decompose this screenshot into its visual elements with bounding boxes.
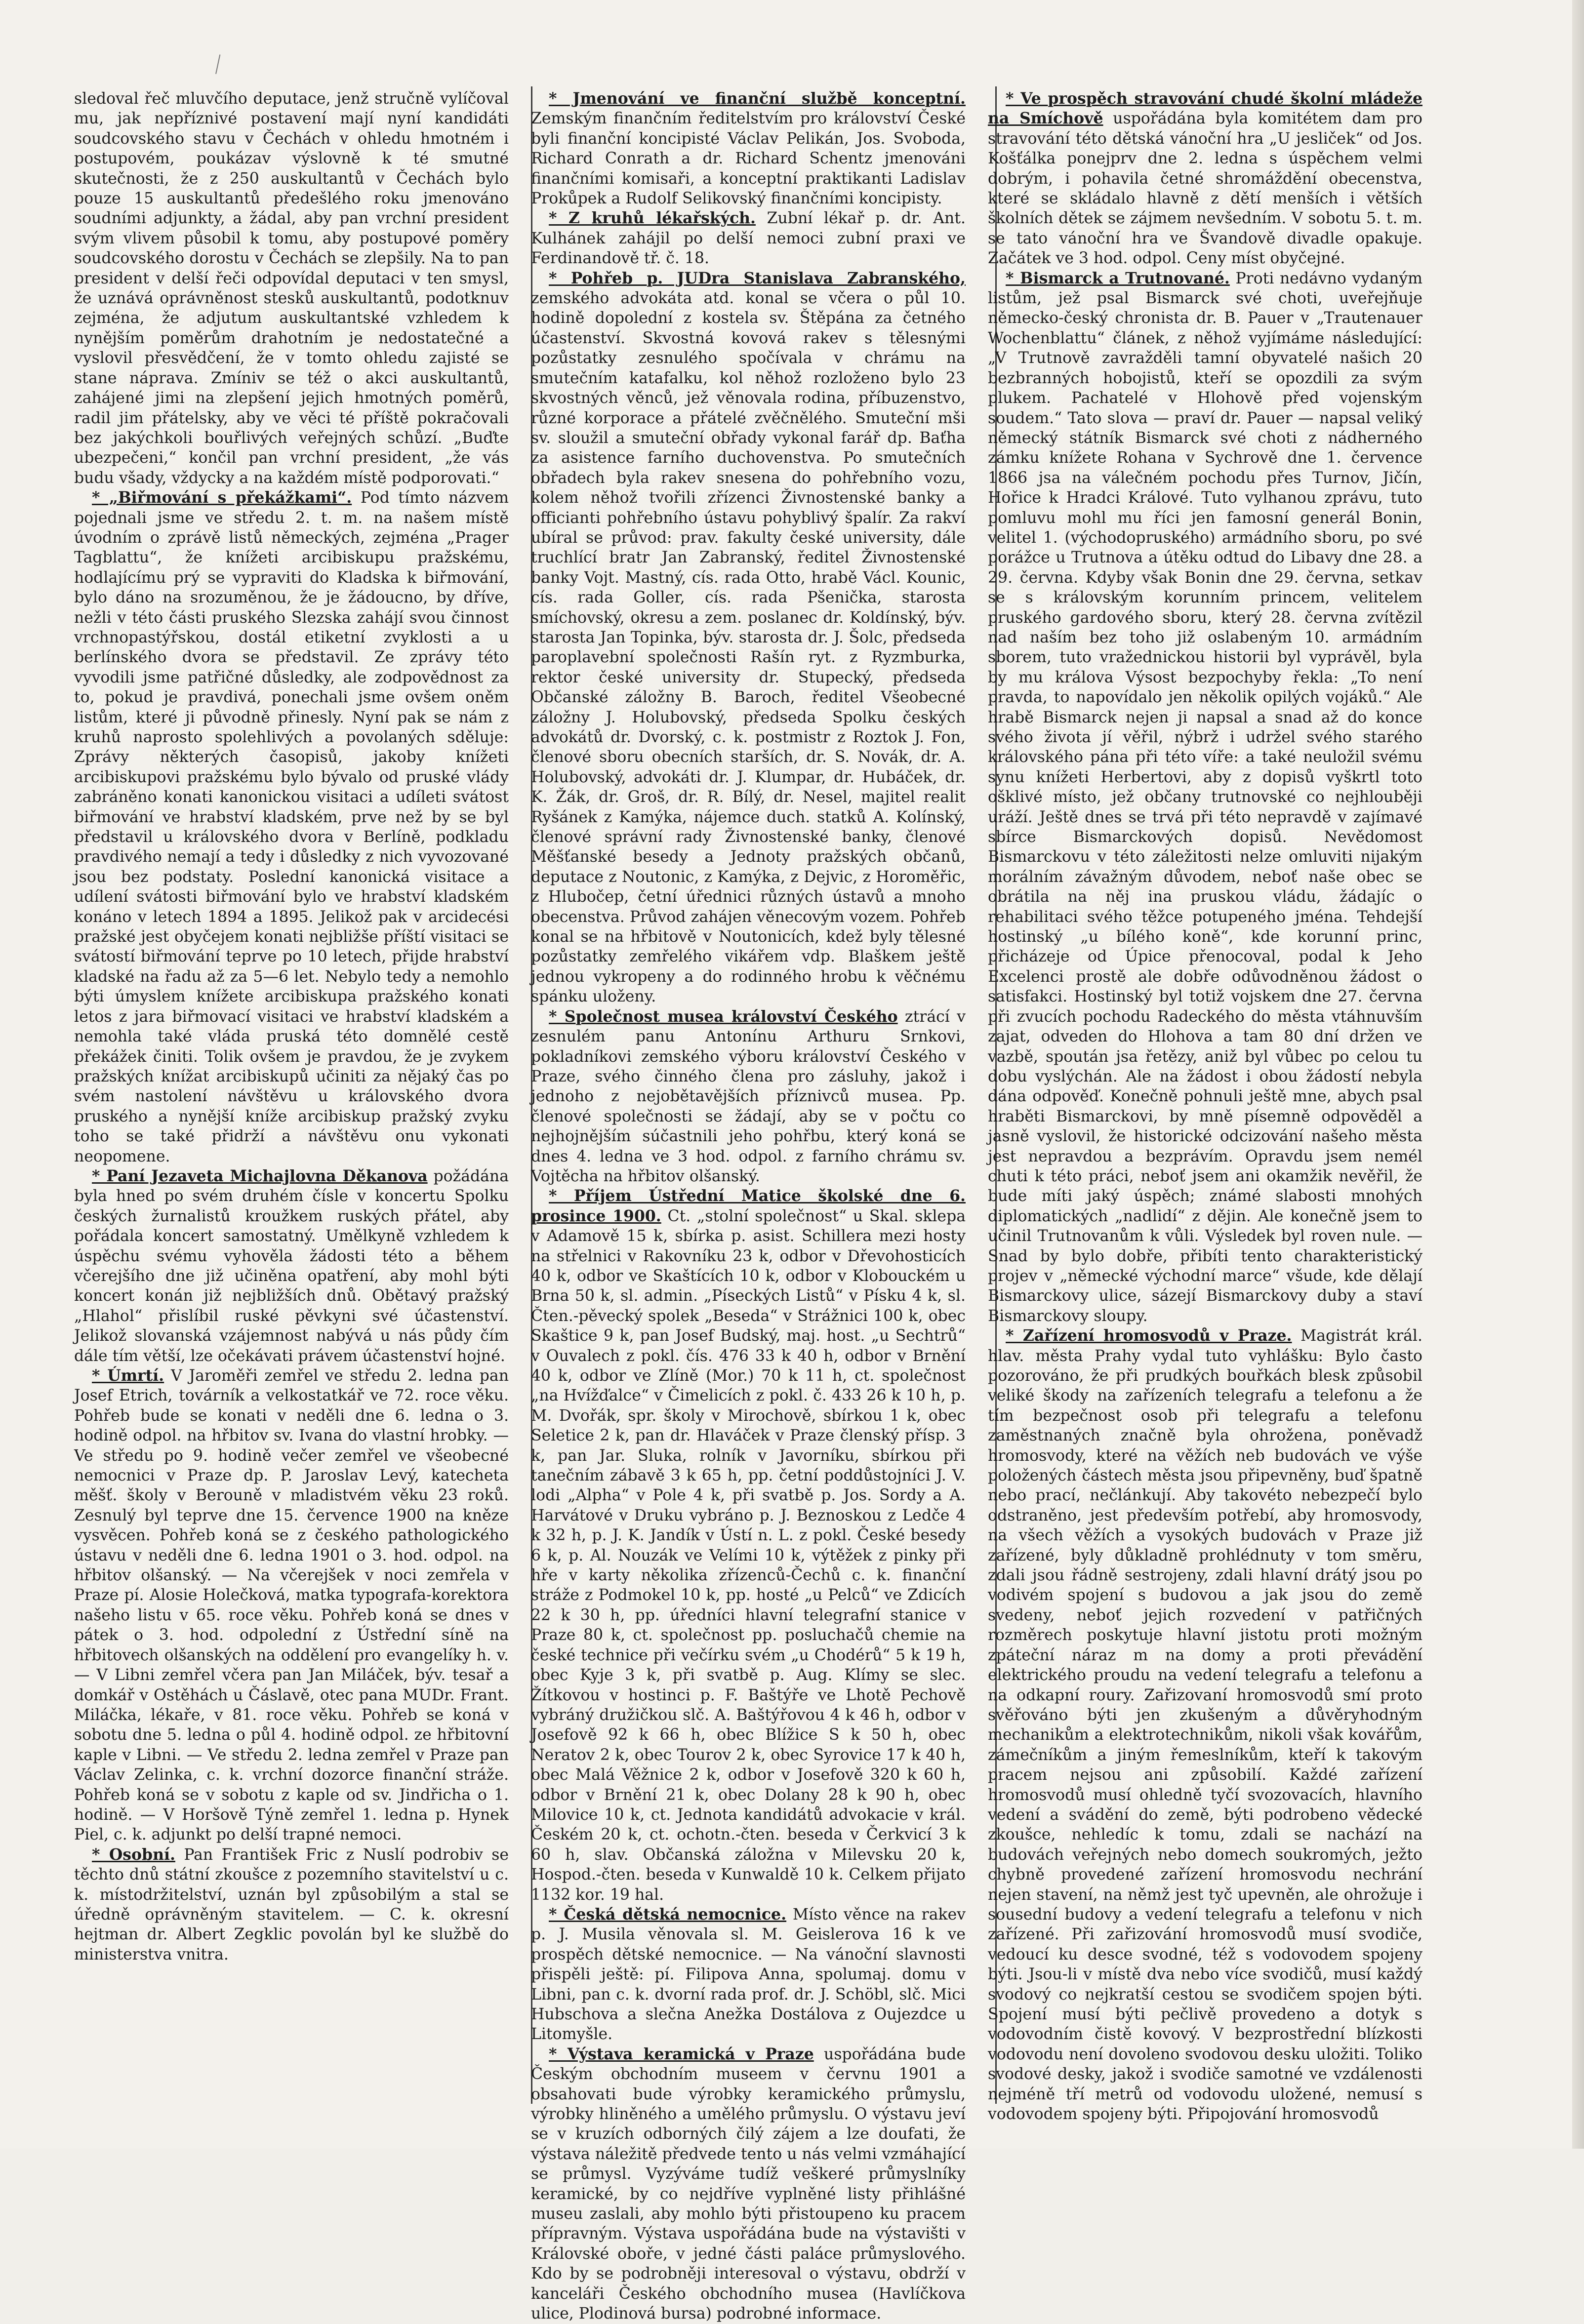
article-text: sledoval řeč mluvčího deputace, jenž stručně vylíčoval mu, jak nepříznivé postavení mají nyní kandidáti soudcovského stavu v Čechách v ohledu hmotném i postupovém, poukázav výslovně k té smutné skutečnosti, že z 250 auskultantů v Čechách bylo pouze 15 auskultantů předešlého roku jmenováno soudními adjunkty, a žádal, aby pan vrchní president svým vlivem působil k tomu, aby postupové poměry soudcovského dorostu v Čechách se zlepšily. Na to pan president v delší řeči odpovídal deputaci v ten smysl, že uznává oprávněnost stesků auskultantů, podotknuv zejména, že adjutum auskultantské vzhledem k nynějším poměrům drahotním je nedostatečné a vyslovil přesvědčení, že v tomto ohledu zajisté se stane náprava. Zmíniv se též o akci auskultantů, zahájené jimi na zlepšení jejich hmotných poměrů, radil jim přátelsky, aby ve věci té příště pokračovali bez jakýchkoli bouřlivých veřejných schůzí. „Buďte ubezpečeni,“ končil pan vrchní president, „že vás budu všady, vždycky a na každém místě podporovati.“: [74, 90, 509, 487]
article-text: Proti nedávno vydaným listům, jež psal Bismarck své choti, uveřejňuje německo-český chronista dr. B. Pauer v „Trautenauer Wochenblattu“ článek, z něhož vyjímáme následující: „V Trutnově zavražděli tamní obyvatelé našich 20 bezbranných hobojistů, kteří se opozdili za svým plukem. Pachatelé v Hlohově před vojenským soudem.“ Tato slova — praví dr. Pauer — napsal veliký německý státník Bismarck své choti z nádherného zámku knížete Rohana v Sychrově dne 1. července 1866 jsa na válečném pochodu přes Turnov, Jičín, Hořice k Hradci Králové. Tuto vylhanou zprávu, tuto pomluvu mohl mu říci jen famosní generál Bonin, velitel 1. (východopruského) armádního sboru, po své porážce u Trutnova a útěku odtud do Libavy dne 28. a 29. června. Kdyby však Bonin dne 29. června, setkav se s královským korunním princem, velitelem pruského gardového sboru, který 28. června zvítězil nad naším bez toho již oslabeným 10. armádním sborem, tuto vražednickou historii byl vyprávěl, byla by mu králova Výsost bezpochyby řekla: „To není pravda, to napovídalo jen několik opilých vojáků.“ Ale hrabě Bismarck nejen ji napsal a snad až do konce svého života jí věřil, nýbrž i udržel svého starého královského pána při této víře: a také neuložil svému synu knížeti Herbertovi, aby z dopisů vyškrtl toto ošklivé místo, jež občany trutnovské co nejhlouběji uráží. Ještě dnes se trvá při této nepravdě v zajímavé sbírce Bismarckových dopisů. Nevědomost Bismarckovu v této záležitosti nelze omluviti nijakým morálním závažným důvodem, neboť naše obec se obrátila na něj ina pruskou vládu, žádajíc o rehabilitaci svého těžce potupeného jména. Tehdejší hostinský „u bílého koně“, kde korunní princ, přicházeje od Úpice přenocoval, podal k Jeho Excelenci prostě ale dobře odůvodněnou žádost o satisfakci. Hostinský byl totiž vojskem dne 27. června při zvucích pochodu Radeckého do města vtáhnuvším zajat, odveden do Hlohova a tam 80 dní držen ve vazbě, spoután jsa řetězy, aniž byl vůbec po celou tu dobu vyslýchán. Ale na žádost i obou žádostí nebyla dána odpověď. Konečně pohnuli ještě mne, abych psal hraběti Bismarckovi, by mně písemně odpověděl a jasně vyslovil, že historické odcizování našeho města jest nepravdou a bezprávím. Opravdu jsem nemél chuti k této práci, neboť jsem ani okamžik nevěřil, že bude míti jaký úspěch; známé slabosti mnohých diplomatických „nadlidí“ z dějin. Ale konečně jsem to učinil Trutnovanům k vůli. Výsledek byl roven nule. — Snad by bylo dobře, přibíti tento charakteristický projev v „německé východní marce“ všude, kde dělají Bismarckovy ulice, sázejí Bismarckovy duby a staví Bismarckovy sloupy.: [988, 269, 1423, 1325]
article-heading: * Jmenování ve finanční službě konceptní.: [549, 89, 966, 108]
article-text: uspořádána byla komitétem dam pro stravování této dětská vánoční hra „U jesliček“ od Jos. Košťálka ponejprv dne 2. ledna s úspěchem velmi dobrým, i pohavila četné shromáždění obecenstva, které se skládalo hlavně z dětí menších i větších školních dětek se zájmem nevšedním. V sobotu 5. t. m. se tato vánoční hra ve Švandově divadle opakuje. Začátek ve 3 hod. odpol. Ceny míst obyčejné.: [988, 110, 1423, 268]
article-paragraph: [74, 89, 509, 488]
article-paragraph: [74, 1845, 509, 1964]
column-3: [988, 89, 1423, 2124]
scan-mark: [215, 54, 229, 76]
article-paragraph: [988, 89, 1422, 269]
page-edge: [1572, 0, 1584, 2149]
article-heading: * Výstava keramická v Praze: [549, 2044, 814, 2063]
article-text: Zubní lékař p. dr. Ant. Kulhánek zahájil po delší nemoci zubní praxi ve Ferdinandově tř. č. 18.: [531, 209, 966, 268]
column-1: [74, 89, 509, 2104]
article-heading: * Česká dětská nemocnice.: [549, 1905, 787, 1923]
article-paragraph: [531, 1186, 966, 1905]
article-text: Magistrát král. hlav. města Prahy vydal tuto vyhlášku: Bylo často pozorováno, že při prudkých bouřkách blesk způsobil veliké škody na zařízeních telegrafu a telefonu a že tím bezpečnost osob při telegrafu a telefonu zaměstnaných značně byla ohrožena, poněvadž hromosvody, které na věžích neb budovách ve výše položených částech města jsou připevněny, buď špatně nebo prací, nečlánkují. Aby takovéto nebezpečí bylo odstraněno, jest především potřebí, aby hromosvody, na všech věžích a vysokých budovách v Praze již zařízené, byly důkladně prohlédnuty v tom směru, zdali jsou řádně sestrojeny, zdali hlavní drátý jsou po vodivém spojení s budovou a jak jsou do země svedeny, neboť jejich rozvedení v patřičných rozměrech poskytuje hlavní jistotu proti možným zpáteční náraz m na domy a proti převádění elektrického proudu na vedení telegrafu a telefonu a na odkapní roury. Zařizovaní hromosvodů smí proto svěřováno býti jen zkušeným a důvěryhodným mechanikům a elektrotechnikům, nikoli však kovářům, zámečníkům a jiným řemeslníkům, kteří k takovým pracem nejsou ani způsobilí. Každé zařízení hromosvodů musí ohledně tyčí svozovacích, hlavního vedení a svádění do země, býti podrobeno vědecké zkoušce, nehledíc k tomu, zdali se nachází na budovách veřejných nebo domech soukromých, ježto chybně provedené zařízení hromosvodu nechrání nejen stavení, na němž jest tyč upevněn, ale ohrožuje i sousední budovy a vedení telegrafu a telefonu v nich zařízené. Při zařizování hromosvodů musí svodiče, vedoucí ku desce svodné, též s vodovodem spojeny býti. Jsou-li v místě dva nebo více svodičů, musí každý svodový co nejkratší cestou se svodičem spojen býti. Spojení musí býti pečlivě provedeno a dotyk s vodovodním čistě kovový. V bezprostřední blízkosti vodovodu není dovoleno svodovou desku uložiti. Toliko svodové desky, jakož i svodiče samotné ve vzdálenosti nejméně tří metrů od vodovodu uložené, nemusí s vodovodem spojeny býti. Připojování hromosvodů: [988, 1327, 1422, 2124]
article-heading: * Paní Jezaveta Michajlovna Děkanova: [92, 1166, 428, 1185]
article-paragraph: [531, 269, 966, 1007]
article-text: požádána byla hned po svém druhém čísle v koncertu Spolku českých žurnalistů kroužkem ruských přátel, aby pořádala koncert samostatný. Umělkyně vzhledem k úspěchu svému vyhověla žádosti této a během včerejšího dne již učiněna opatření, aby mohl býti koncert konán již nejbližších dnů. Obětavý pražský „Hlahol“ přislíbil ruské pěvkyni své účastenství. Jelikož slovanská vzájemnost nabývá u nás půdy čím dále tím větší, lze očekávati právem účastenství hojné.: [74, 1167, 509, 1365]
article-heading: * „Biřmování s překážkami“.: [92, 488, 352, 507]
article-text: uspořádána bude Českým obchodním museem v červnu 1901 a obsahovati bude výrobky keramického průmyslu, výrobky hliněného a umělého průmyslu. O výstavu jeví se v kruzích odborných čilý zájem a lze doufati, že výstava náležitě předvede tento u nás velmi vzmáhající se průmysl. Vyzýváme tudíž veškeré průmyslníky keramické, by co nejdříve vyplněné listy přihlášné museu zaslali, aby mohlo býti přistoupeno ku pracem přípravným. Výstava uspořádána bude na výstavišti v Královské oboře, v jedné části paláce průmyslového. Kdo by se podrobněji interesoval o výstavu, obdrží v kanceláři Českého obchodního musea (Havlíčkova ulice, Plodinová bursa) podrobné informace.: [531, 2045, 966, 2323]
article-paragraph: [988, 1326, 1422, 2124]
article-heading: * Příjem Ústřední Matice školské dne 6. prosince 1900.: [531, 1187, 966, 1225]
article-paragraph: [531, 1007, 966, 1187]
article-text: ztrácí v zesnulém panu Antonínu Arthuru Srnkovi, pokladníkovi zemského výboru království Českého v Praze, svého činného člena pro zásluhy, jakož i jednoho z nejobětavějších příznivců musea. Pp. členové společnosti se žádají, aby se v počtu co nejhojnějším súčastnili jeho pohřbu, který koná se dnes 4. ledna ve 3 hod. odpol. z farního chrámu sv. Vojtěcha na hřbitov olšanský.: [531, 1007, 966, 1185]
article-text: zemského advokáta atd. konal se včera o půl 10. hodině dopolední z kostela sv. Štěpána za četného účastenství. Skvostná kovová rakev s tělesnými pozůstatky zesnulého spočívala v chrámu na smutečním katafalku, kol něhož rozloženo bylo 23 skvostných věnců, jež věnovala rodina, příbuzenstvo, různé korporace a přátelé zvěčnělého. Smuteční mši sv. sloužil a smuteční obřady vykonal farář dp. Baťha za asistence farního duchovenstva. Po smutečních obřadech byla rakev snesena do pohřebního vozu, kolem něhož tvořili zřízenci Živnostenské banky a officianti pohřebního ústavu pohyblivý špalír. Za rakví ubíral se průvod: prav. fakulty české university, dále truchlící bratr Jan Zabranský, ředitel Živnostenské banky Vojt. Mastný, cís. rada Otto, hrabě Václ. Kounic, cís. rada Goller, cís. rada Pšenička, starosta smíchovský, okresu a zem. poslanec dr. Koldínský, býv. starosta Jan Topinka, býv. starosta dr. J. Šolc, předseda paroplavební společnosti Rašín ryt. z Ryzmburka, rektor české university dr. Stupecký, předseda Občanské záložny B. Baroch, ředitel Všeobecné záložny J. Holubovský, předseda Spolku českých advokátů dr. Dvorský, c. k. postmistr z Roztok J. Fon, členové sboru obecních starších, dr. S. Novák, dr. A. Holubovský, advokáti dr. J. Klumpar, dr. Hubáček, dr. K. Žák, dr. Groš, dr. R. Bílý, dr. Nesel, majitel realit Ryšánek z Kamýka, nájemce duch. statků A. Kolínský, členové správní rady Živnostenské banky, členové Měšťanské besedy a Jednoty pražských občanů, deputace z Noutonic, z Kamýka, z Dejvic, z Horoměřic, z Hlubočep, četní úřednici různých ústavů a mnoho obecenstva. Průvod zahájen věnecovým vozem. Pohřeb konal se na hřbitově v Noutonicích, kdež byly tělesné pozůstatky zemřelého vikářem vdp. Blaškem ještě jednou vykropeny a do rodinného hrobu k věčnému spánku uloženy.: [531, 289, 966, 1006]
article-heading: * Zařízení hromosvodů v Praze.: [1006, 1326, 1292, 1345]
article-paragraph: [74, 1366, 509, 1845]
article-heading: * Úmrtí.: [92, 1366, 164, 1385]
article-paragraph: [531, 2044, 966, 2324]
article-heading: * Pohřeb p. JUDra Stanislava Zabranského,: [549, 269, 966, 287]
article-heading: * Z kruhů lékařských.: [549, 209, 756, 228]
article-heading: * Osobní.: [92, 1845, 175, 1864]
column-2: [531, 89, 966, 2323]
article-paragraph: [74, 488, 509, 1166]
article-columns: [74, 89, 1423, 2323]
article-heading: * Společnost musea království Českého: [549, 1007, 898, 1026]
article-paragraph: [988, 269, 1422, 1326]
article-paragraph: [531, 208, 966, 268]
article-text: Místo věnce na rakev p. J. Musila věnovala sl. M. Geislerova 16 k ve prospěch dětské nemocnice. — Na vánoční slavnosti přispěli ještě: pí. Filipova Anna, spolumaj. domu v Libni, pan c. k. dvorní rada prof. dr. J. Schöbl, slč. Mici Hubschova a slečna Anežka Dostálova z Oujezdce u Litomyšle.: [531, 1905, 966, 2044]
article-paragraph: [531, 1905, 966, 2044]
article-paragraph: [531, 89, 966, 208]
article-paragraph: [74, 1166, 509, 1366]
article-text: Pod tímto názvem pojednali jsme ve středu 2. t. m. na našem místě úvodním o zprávě listů německých, zejména „Prager Tagblattu“, že knížeti arcibiskupu pražskému, hodlajícímu prý se vypraviti do Kladska k biřmování, bylo dáno na srozuměnou, že je žádoucno, by dříve, nežli v této části pruského Slezska zahájí svou činnost vrchnopastýřskou, dostál etiketní zvyklosti a u berlínského dvora se představil. Ze zprávy této vyvodili jsme patřičné důsledky, ale zodpovědnost za to, pokud je pravdivá, ponechali jsme ovšem oněm listům, které ji původně přinesly. Nyní pak se nám z kruhů naprosto spolehlivých a povolaných sděluje: Zprávy některých časopisů, jakoby knížeti arcibiskupovi pražskému bylo bývalo od pruské vlády zabráněno konati kanonickou visitaci a udíleti svátost biřmování ve hrabství kladském, prve než by se byl představil u královského dvora v Berlíně, podkladu pravdivého nemají a tedy i důsledky z nich vyvozované jsou bez podstaty. Poslední kanonická visitace a udílení svátosti biřmování bylo ve hrabství kladském konáno v letech 1894 a 1895. Jelikož pak v arcidecési pražské jest obyčejem konati nejbližše příští visitaci se svátostí biřmování teprve po 10 letech, přijde hrabství kladské na řadu až za 5—6 let. Nebylo tedy a nemohlo býti úmyslem knížete arcibiskupa pražského konati letos z jara biřmovací visitaci ve hrabství kladském a nemohla také vláda pruská této domnělé cestě překážek činiti. Tolik ovšem je pravdou, že je zvykem pražských knížat arcibiskupů učiniti za nějaký čas po svém nastolení návštěvu u královského dvora pruského a nynější kníže arcibiskup pražský zvyku toho se také přidrží a návštěvu onu vykonati neopomene.: [74, 489, 509, 1165]
article-text: Ct. „stolní společnost“ u Skal. sklepa v Adamově 15 k, sbírka p. asist. Schillera mezi hosty na střelnici v Rakovníku 23 k, odbor v Dřevohosticích 40 k, odbor ve Skaštících 10 k, odbor v Klobouckém u Brna 50 k, sl. admin. „Píseckých Listů“ v Písku 4 k, sl. Čten.-pěvecký spolek „Beseda“ v Strážnici 100 k, obec Skaštice 9 k, pan Josef Budský, maj. host. „u Sechtrů“ v Ouvalech z pokl. čís. 476 33 k 40 h, odbor v Brnění 40 k, odbor ve Zlíně (Mor.) 70 k 11 h, ct. společnost „na Hvížďalce“ v Čimelicích z pokl. č. 433 26 k 10 h, p. M. Dvořák, spr. školy v Mirochově, sbírkou 1 k, obec Seletice 2 k, pan dr. Hlaváček v Praze členský přísp. 3 k, pan Jar. Sluka, rolník v Javorníku, sbírkou při tanečním zábavě 3 k 65 h, pp. četní poddůstojníci J. V. lodi „Alpha“ v Pole 4 k, při svatbě p. Jos. Sordy a A. Harvátové v Druku vybráno p. J. Beznoskou z Ledče 4 k 32 h, p. J. K. Jandík v Ústí n. L. z pokl. České besedy 6 k, p. Al. Nouzák ve Velími 10 k, výtěžek z pinky při hře v karty několika zřízenců-Čechů c. k. finanční stráže z Podmokel 10 k, pp. hosté „u Pelců“ ve Zdicích 22 k 30 h, pp. úředníci hlavní telegrafní stanice v Praze 80 k, ct. společnost pp. posluchačů chemie na české technice při večírku svém „u Chodérů“ 5 k 19 h, obec Kyje 3 k, při svatbě p. Aug. Klímy se slec. Žítkovou v hostinci p. F. Baštýře ve Lhotě Pechově vybráný družičkou slč. A. Baštýřovou 4 k 46 h, odbor v Josefově 92 k 66 h, obec Blížice S k 50 h, obec Neratov 2 k, obec Tourov 2 k, obec Syrovice 17 k 40 h, obec Malá Věžnice 2 k, odbor v Josefově 320 k 60 h, odbor v Brnění 21 k, obec Dolany 28 k 90 h, obec Milovice 10 k, ct. Jednota kandidátů advokacie v král. Českém 20 k, ct. ochotn.-čten. beseda v Čerkvicí 3 k 60 h, slav. Občanská záložna v Milevsku 20 k, Hospod.-čten. beseda v Kunwaldě 10 k. Celkem přijato 1132 kor. 19 hal.: [531, 1207, 966, 1904]
article-text: Pan František Fric z Nuslí podrobiv se těchto dnů státní zkoušce z pozemního stavitelství u c. k. místodržitelství, uznán byl způsobilým a stal se úředně oprávněným stavitelem. — C. k. okresní hejtman dr. Albert Zegklic povolán byl ke službě do ministerstva vnitra.: [74, 1845, 509, 1963]
article-heading: * Bismarck a Trutnované.: [1006, 269, 1230, 287]
article-text: V Jaroměři zemřel ve středu 2. ledna pan Josef Etrich, továrník a velkostatkář ve 72. roce věku. Pohřeb bude se konati v neděli dne 6. ledna o 3. hodině odpol. na hřbitov sv. Ivana do vlastní hrobky. — Ve středu po 9. hodině večer zemřel ve všeobecné nemocnici v Praze dp. P. Jaroslav Levý, katecheta měšť. školy v Berouně v mladistvém věku 23 roků. Zesnulý byl teprve dne 15. července 1900 na kněze vysvěcen. Pohřeb koná se z českého pathologického ústavu v neděli dne 6. ledna 1901 o 3. hod. odpol. na hřbitov olšanský. — Na včerejšek v noci zemřela v Praze pí. Alosie Holečková, matka typografa-korektora našeho listu v 65. roce věku. Pohřeb koná se dnes v pátek o 3. hod. odpolední z Ústřední síně na hřbitovech olšanských na oddělení pro evangelíky h. v. — V Libni zemřel včera pan Jan Miláček, býv. tesař a domkář v Ostěhách u Čáslavě, otec pana MUDr. Frant. Miláčka, lékaře, v 81. roce věku. Pohřeb se koná v sobotu dne 5. ledna o půl 4. hodině odpol. ze hřbitovní kaple v Libni. — Ve středu 2. ledna zemřel v Praze pan Václav Zelinka, c. k. vrchní dozorce finanční stráže. Pohřeb koná se v sobotu z kaple od sv. Jindřicha o 1. hodině. — V Horšově Týně zemřel 1. ledna p. Hynek Piel, c. k. adjunkt po delší trapné nemoci.: [74, 1367, 509, 1844]
article-heading: * Ve prospěch stravování chudé školní mládeže na Smíchově: [988, 89, 1422, 128]
article-text: Zemským finančním ředitelstvím pro království České byli finanční koncipisté Václav Pelikán, Jos. Svoboda, Richard Conrath a dr. Richard Schentz jmenováni finančními komisaři, a konceptní praktikanti Ladislav Prokůpek a Rudolf Selikovský finančními koncipisty.: [531, 110, 966, 208]
